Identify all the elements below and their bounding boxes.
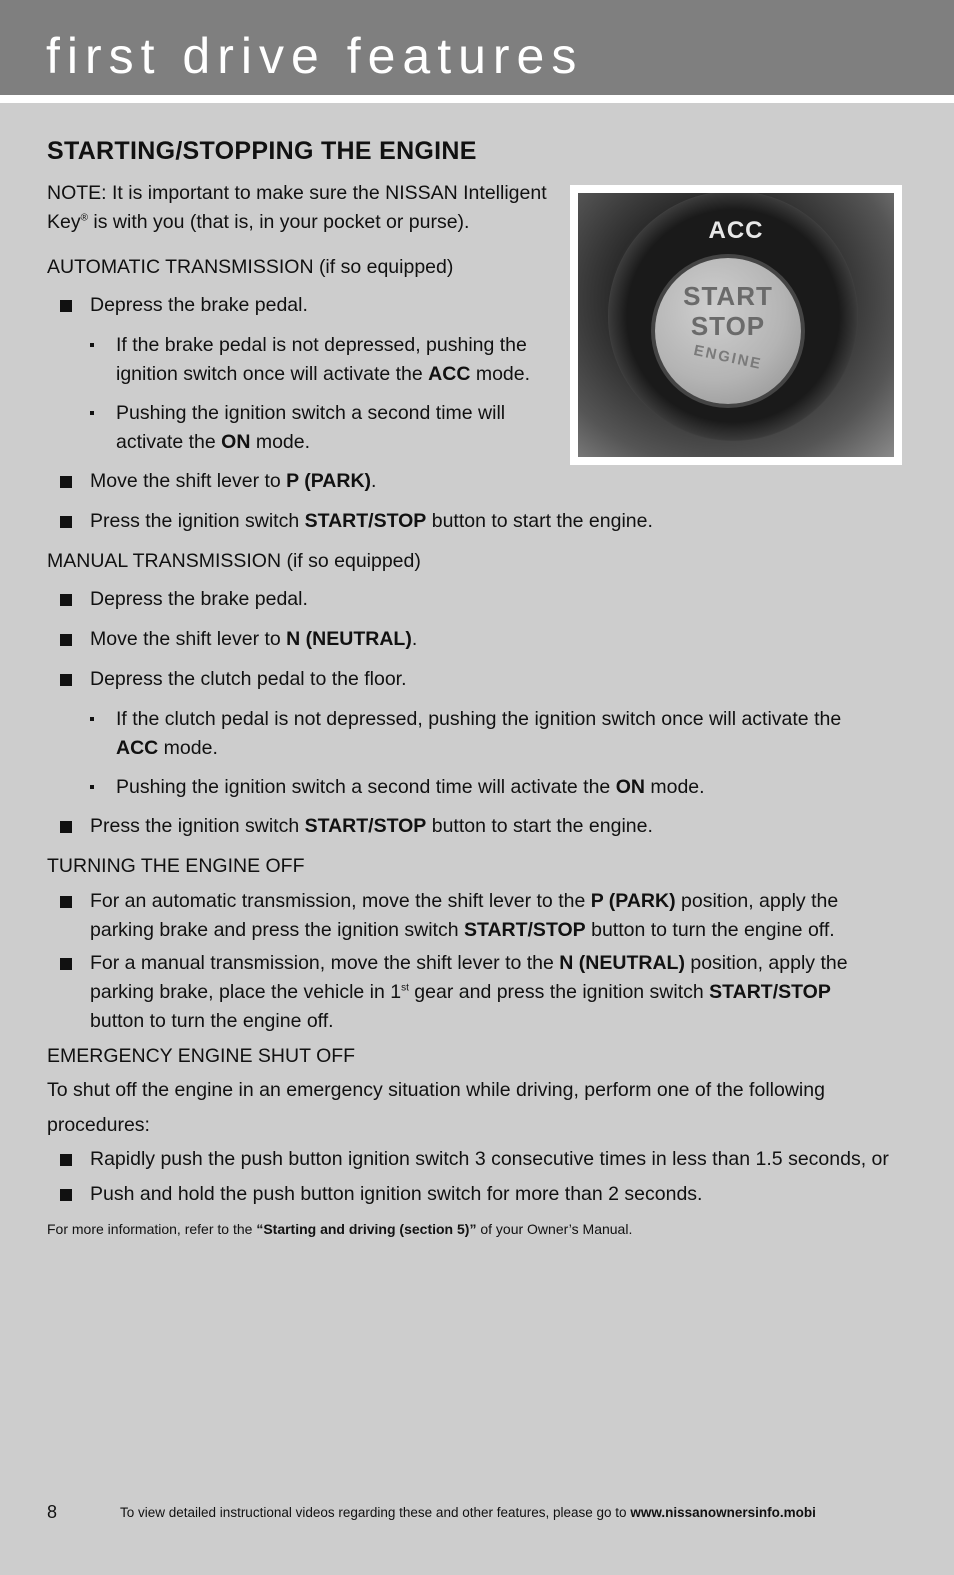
list-item xyxy=(47,507,897,536)
item-text: mode. xyxy=(470,363,531,385)
emergency-heading: EMERGENCY ENGINE SHUT OFF xyxy=(47,1045,356,1067)
item-bold: N (NEUTRAL) xyxy=(286,628,412,650)
item-text: Push and hold the push button ignition switch for more than 2 seconds. xyxy=(90,1183,703,1205)
more-info-note xyxy=(47,1219,897,1239)
item-bold: START/STOP xyxy=(709,981,831,1003)
item-text: mode. xyxy=(644,776,705,798)
photo-acc-label: ACC xyxy=(708,217,764,244)
item-text: Press the ignition switch xyxy=(90,510,305,532)
item-bold: P (PARK) xyxy=(590,890,676,912)
list-item xyxy=(47,1180,897,1209)
list-item xyxy=(47,887,850,945)
photo-engine-label: ENGINE xyxy=(692,341,764,374)
list-item xyxy=(47,665,897,694)
item-bold: START/STOP xyxy=(304,510,427,532)
item-bold: ON xyxy=(221,431,251,453)
section-title: STARTING/STOPPING THE ENGINE xyxy=(47,137,477,165)
footer-note xyxy=(120,1505,816,1520)
page-number: 8 xyxy=(47,1502,58,1522)
item-text: gear and press the ignition switch xyxy=(408,981,710,1003)
item-text: mode. xyxy=(158,737,218,759)
item-text: button to turn the engine off. xyxy=(585,919,835,941)
note-text: NOTE: It is important to make sure the NISSAN Intelligent Key xyxy=(47,182,547,233)
list-item xyxy=(47,812,897,841)
manual-heading: MANUAL TRANSMISSION (if so equipped) xyxy=(47,550,421,572)
item-text: If the brake pedal is not depressed, pushing the ignition switch once will activate the xyxy=(116,334,527,385)
header-divider xyxy=(0,95,954,103)
item-text: Press the ignition switch xyxy=(90,815,305,837)
item-bold: ON xyxy=(615,776,645,798)
list-item xyxy=(47,467,897,496)
photo-start-label: START xyxy=(683,281,773,311)
list-item xyxy=(47,949,850,1036)
item-bold: START/STOP xyxy=(463,919,586,941)
list-item xyxy=(47,1145,897,1174)
item-bold: START/STOP xyxy=(304,815,427,837)
item-text: . xyxy=(371,470,377,492)
item-text: mode. xyxy=(250,431,311,453)
list-item xyxy=(47,291,595,320)
list-item xyxy=(47,331,556,389)
info-text: For more information, refer to the xyxy=(47,1221,257,1237)
item-text: . xyxy=(411,628,418,650)
item-text: button to turn the engine off. xyxy=(90,1010,334,1032)
item-text: Pushing the ignition switch a second time will activate the xyxy=(116,776,616,798)
emergency-intro: To shut off the engine in an emergency situation while driving, perform one of the following procedures: xyxy=(47,1079,825,1136)
item-bold: P (PARK) xyxy=(286,470,372,492)
item-text: position, apply the parking brake, place the vehicle in 1 xyxy=(90,952,848,1003)
list-item xyxy=(47,773,897,802)
website-link[interactable]: www.nissanownersinfo.mobi xyxy=(630,1505,816,1520)
header-title: first drive features xyxy=(46,28,584,84)
automatic-heading: AUTOMATIC TRANSMISSION (if so equipped) xyxy=(47,256,454,278)
item-text: Depress the brake pedal. xyxy=(90,294,308,316)
item-text: Move the shift lever to xyxy=(90,628,287,650)
item-bold: ACC xyxy=(428,363,471,385)
item-text: button to start the engine. xyxy=(426,510,653,532)
item-text: Depress the brake pedal. xyxy=(90,588,308,610)
photo-stop-label: STOP xyxy=(690,311,766,341)
item-bold: ACC xyxy=(116,737,159,759)
list-item xyxy=(47,399,536,457)
page-header xyxy=(0,0,954,95)
item-text: If the clutch pedal is not depressed, pushing the ignition switch once will activate the xyxy=(116,708,842,730)
item-bold: N (NEUTRAL) xyxy=(559,952,685,974)
list-item xyxy=(47,585,897,614)
item-text: Rapidly push the push button ignition switch 3 consecutive times in less than 1.5 seconds, or xyxy=(90,1148,889,1170)
item-text: button to start the engine. xyxy=(426,815,653,837)
item-text: For an automatic transmission, move the shift lever to the xyxy=(90,890,591,912)
note-text-end: is with you (that is, in your pocket or purse). xyxy=(87,211,470,233)
item-text: position, apply the parking brake and press the ignition switch xyxy=(90,890,839,941)
item-text: Pushing the ignition switch a second time will activate the xyxy=(116,402,506,453)
list-item xyxy=(47,705,856,763)
info-bold: “Starting and driving (section 5)” xyxy=(256,1221,477,1237)
ordinal-suffix: st xyxy=(401,982,409,994)
note-paragraph xyxy=(47,179,552,237)
turning-off-heading: TURNING THE ENGINE OFF xyxy=(47,855,305,877)
item-text: Move the shift lever to xyxy=(90,470,287,492)
footer-text: To view detailed instructional videos regarding these and other features, please go to xyxy=(120,1505,631,1520)
info-text: of your Owner’s Manual. xyxy=(476,1221,633,1237)
registered-mark: ® xyxy=(80,212,88,224)
item-text: For a manual transmission, move the shift lever to the xyxy=(90,952,560,974)
main-content xyxy=(47,134,897,1239)
list-item xyxy=(47,625,897,654)
item-text: Depress the clutch pedal to the floor. xyxy=(90,668,407,690)
